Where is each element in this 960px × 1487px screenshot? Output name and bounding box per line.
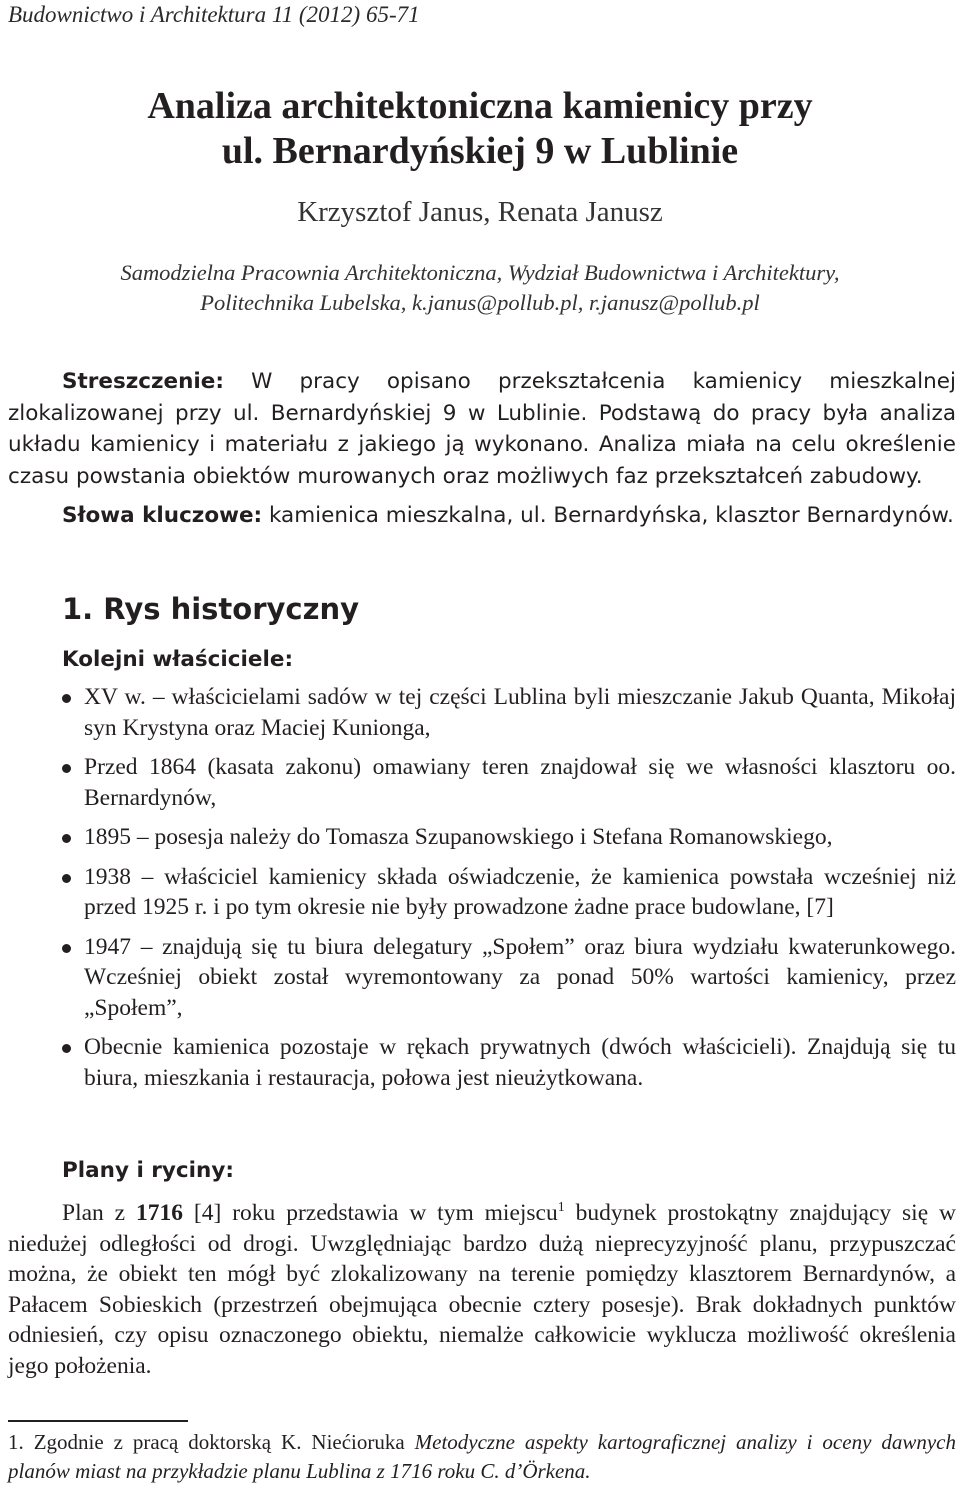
list-item: 1895 – posesja należy do Tomasza Szupanowskiego i Stefana Romanowskiego, — [62, 822, 956, 853]
list-item: XV w. – właścicielami sadów w tej części Lublina byli mieszczanie Jakub Quanta, Mikołaj syn Krystyna oraz Maciej Kunionga, — [62, 682, 956, 743]
keywords — [8, 500, 956, 532]
affiliation-line-1: Samodzielna Pracownia Architektoniczna, Wydział Budownictwa i Architektury, — [120, 260, 840, 285]
owners-list — [62, 682, 956, 1102]
article-authors: Krzysztof Janus, Renata Janusz — [297, 196, 663, 228]
abstract — [8, 366, 956, 492]
bullet-icon — [62, 874, 71, 883]
abstract-text: Podstawą do pracy była analiza układu kamienicy i materiału z jakiego ją wykonano. Analiza miała na celu określenie czasu powstania obiektów murowanych oraz możliwych faz przekształceń zabudowy. — [8, 400, 956, 489]
article-affiliation — [0, 258, 960, 318]
bullet-icon — [62, 764, 71, 773]
bullet-icon — [62, 834, 71, 843]
footnote — [8, 1428, 956, 1486]
bullet-icon — [62, 944, 71, 953]
list-item: Obecnie kamienica pozostaje w rękach prywatnych (dwóch właścicieli). Znajdują się tu biura, mieszkania i restauracja, połowa jest nieużytkowana. — [62, 1032, 956, 1093]
plans-year: 1716 — [136, 1200, 184, 1226]
title-line-2: ul. Bernardyńskiej 9 w Lublinie — [221, 130, 739, 172]
plans-paragraph: Plan z 1716 [4] roku przedstawia w tym miejscu$^1$ budynek prostokątny znajdujący się w niedużej odległości od drogi. Uwzględniając bardzo dużą nieprecyzyjność planu, przypuszczać można, że obiekt ten mógł być zlokalizowany na terenie pomiędzy klasztorem Bernardynów, a Pałacem Sobieskich (przestrzeń obejmująca obecnie cztery posesje). Brak dokładnych punktów odniesień, czy opisu oznaczonego obiektu, niemalże całkowicie wyklucza możliwość określenia jego położenia. — [8, 1200, 956, 1379]
journal-header: Budownictwo i Architektura 11 (2012) 65-71 — [8, 2, 420, 27]
list-item: 1947 – znajdują się tu biura delegatury „Społem” oraz biura wydziału kwaterunkowego. Wcześniej obiekt został wyremontowany za ponad 50% wartości kamienicy, przez „Społem”, — [62, 932, 956, 1024]
abstract-text-sans: W pracy opisano przekształcenia kamienicy mieszkalnej zlokalizowanej przy ul. Bernardyńskiej 9 w Lublinie. — [8, 369, 956, 426]
footnote-ref: 1 — [557, 1200, 565, 1216]
list-item: 1938 – właściciel kamienicy składa oświadczenie, że kamienica powstała wcześniej niż przed 1925 r. i po tym okresie nie były prowadzone żadne prace budowlane, [7] — [62, 862, 956, 923]
abstract-label: Streszczenie: — [62, 369, 224, 394]
plans-heading: Plany i ryciny: — [62, 1158, 234, 1183]
footnote-title: Metodyczne aspekty kartograficznej analizy i oceny dawnych planów miast na przykładzie planu Lublina z 1716 roku C. d’Örkena. — [8, 1430, 956, 1483]
footnote-prefix: 1. Zgodnie z pracą doktorską K. Niećioruka — [8, 1430, 415, 1454]
list-item: Przed 1864 (kasata zakonu) omawiany teren znajdował się we własności klasztoru oo. Bernardynów, — [62, 752, 956, 813]
keywords-label: Słowa kluczowe: — [62, 503, 263, 528]
keywords-text: kamienica mieszkalna, ul. Bernardyńska, klasztor Bernardynów. — [262, 503, 954, 528]
owners-heading: Kolejni właściciele: — [62, 647, 294, 672]
footnote-rule — [8, 1420, 188, 1422]
affiliation-line-2: Politechnika Lubelska, k.janus@pollub.pl, r.janusz@pollub.pl — [200, 290, 760, 315]
section-heading: 1. Rys historyczny — [62, 592, 360, 626]
title-line-1: Analiza architektoniczna kamienicy przy — [147, 85, 813, 127]
article-title — [0, 84, 960, 174]
bullet-icon — [62, 694, 71, 703]
bullet-icon — [62, 1044, 71, 1053]
